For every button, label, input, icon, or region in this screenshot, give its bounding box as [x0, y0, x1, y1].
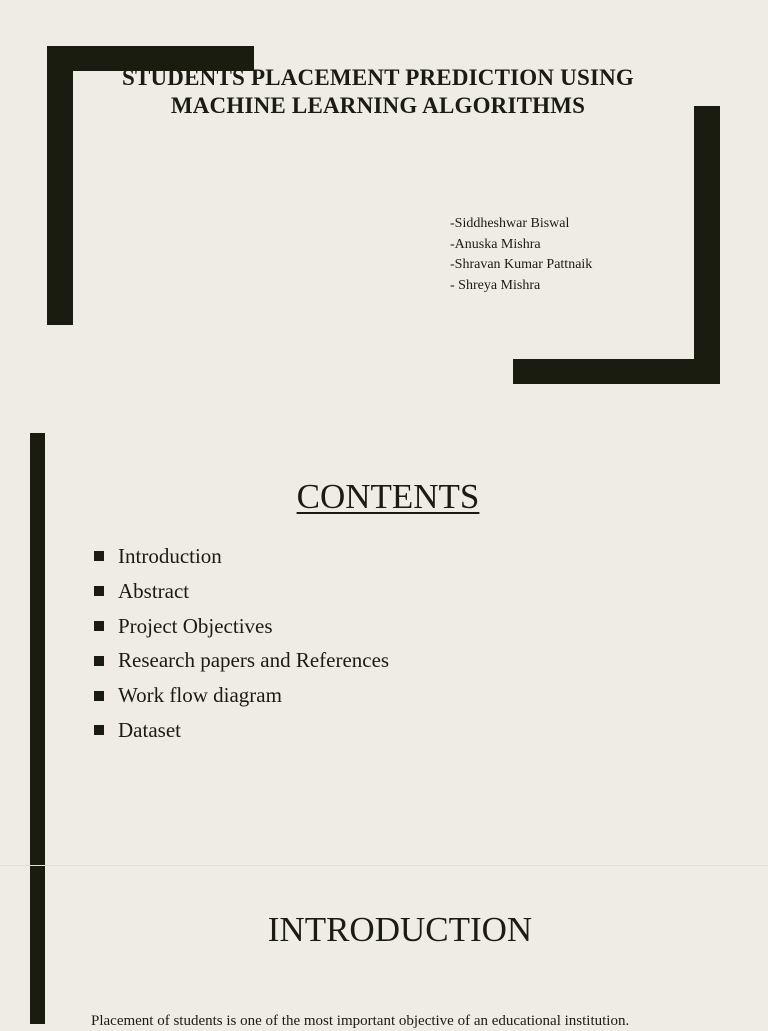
- contents-heading: CONTENTS: [296, 477, 480, 516]
- frame-bar-top-left-vertical: [47, 46, 73, 325]
- introduction-body: Placement of students is one of the most important objective of an educational institution.: [91, 1013, 630, 1029]
- list-item-label: Introduction: [118, 544, 222, 568]
- list-item: [92, 643, 389, 678]
- presentation-title: STUDENTS PLACEMENT PREDICTION USING MACHINE LEARNING ALGORITHMS: [121, 65, 635, 118]
- contents-list: [92, 539, 389, 748]
- list-item-label: Project Objectives: [118, 613, 273, 638]
- list-item-label: Work flow diagram: [118, 683, 282, 708]
- square-bullet-icon: [94, 551, 104, 561]
- contents-slide: [0, 433, 768, 865]
- list-item: [92, 609, 389, 644]
- author-name: - Shreya Mishra: [450, 277, 541, 293]
- introduction-heading: INTRODUCTION: [267, 910, 533, 949]
- author-name: -Siddheshwar Biswal: [450, 216, 570, 231]
- list-item: [92, 713, 389, 748]
- list-item: [92, 539, 389, 574]
- square-bullet-icon: [94, 691, 104, 701]
- list-item-label: Dataset: [118, 717, 181, 742]
- square-bullet-icon: [94, 621, 104, 631]
- frame-bar-bottom-right-horizontal: [513, 359, 720, 384]
- square-bullet-icon: [94, 586, 104, 596]
- introduction-slide: [0, 866, 768, 1029]
- author-name: -Anuska Mishra: [450, 236, 541, 252]
- list-item-label: Research papers and References: [118, 648, 390, 673]
- list-item-label: Abstract: [118, 578, 190, 603]
- frame-bar-bottom-right-vertical: [694, 106, 720, 384]
- list-item: [92, 678, 389, 713]
- square-bullet-icon: [94, 656, 104, 666]
- list-item: [92, 574, 389, 609]
- author-list: [450, 214, 600, 296]
- square-bullet-icon: [94, 725, 104, 735]
- title-slide: [0, 0, 768, 420]
- author-name: -Shravan Kumar Pattnaik: [450, 257, 593, 272]
